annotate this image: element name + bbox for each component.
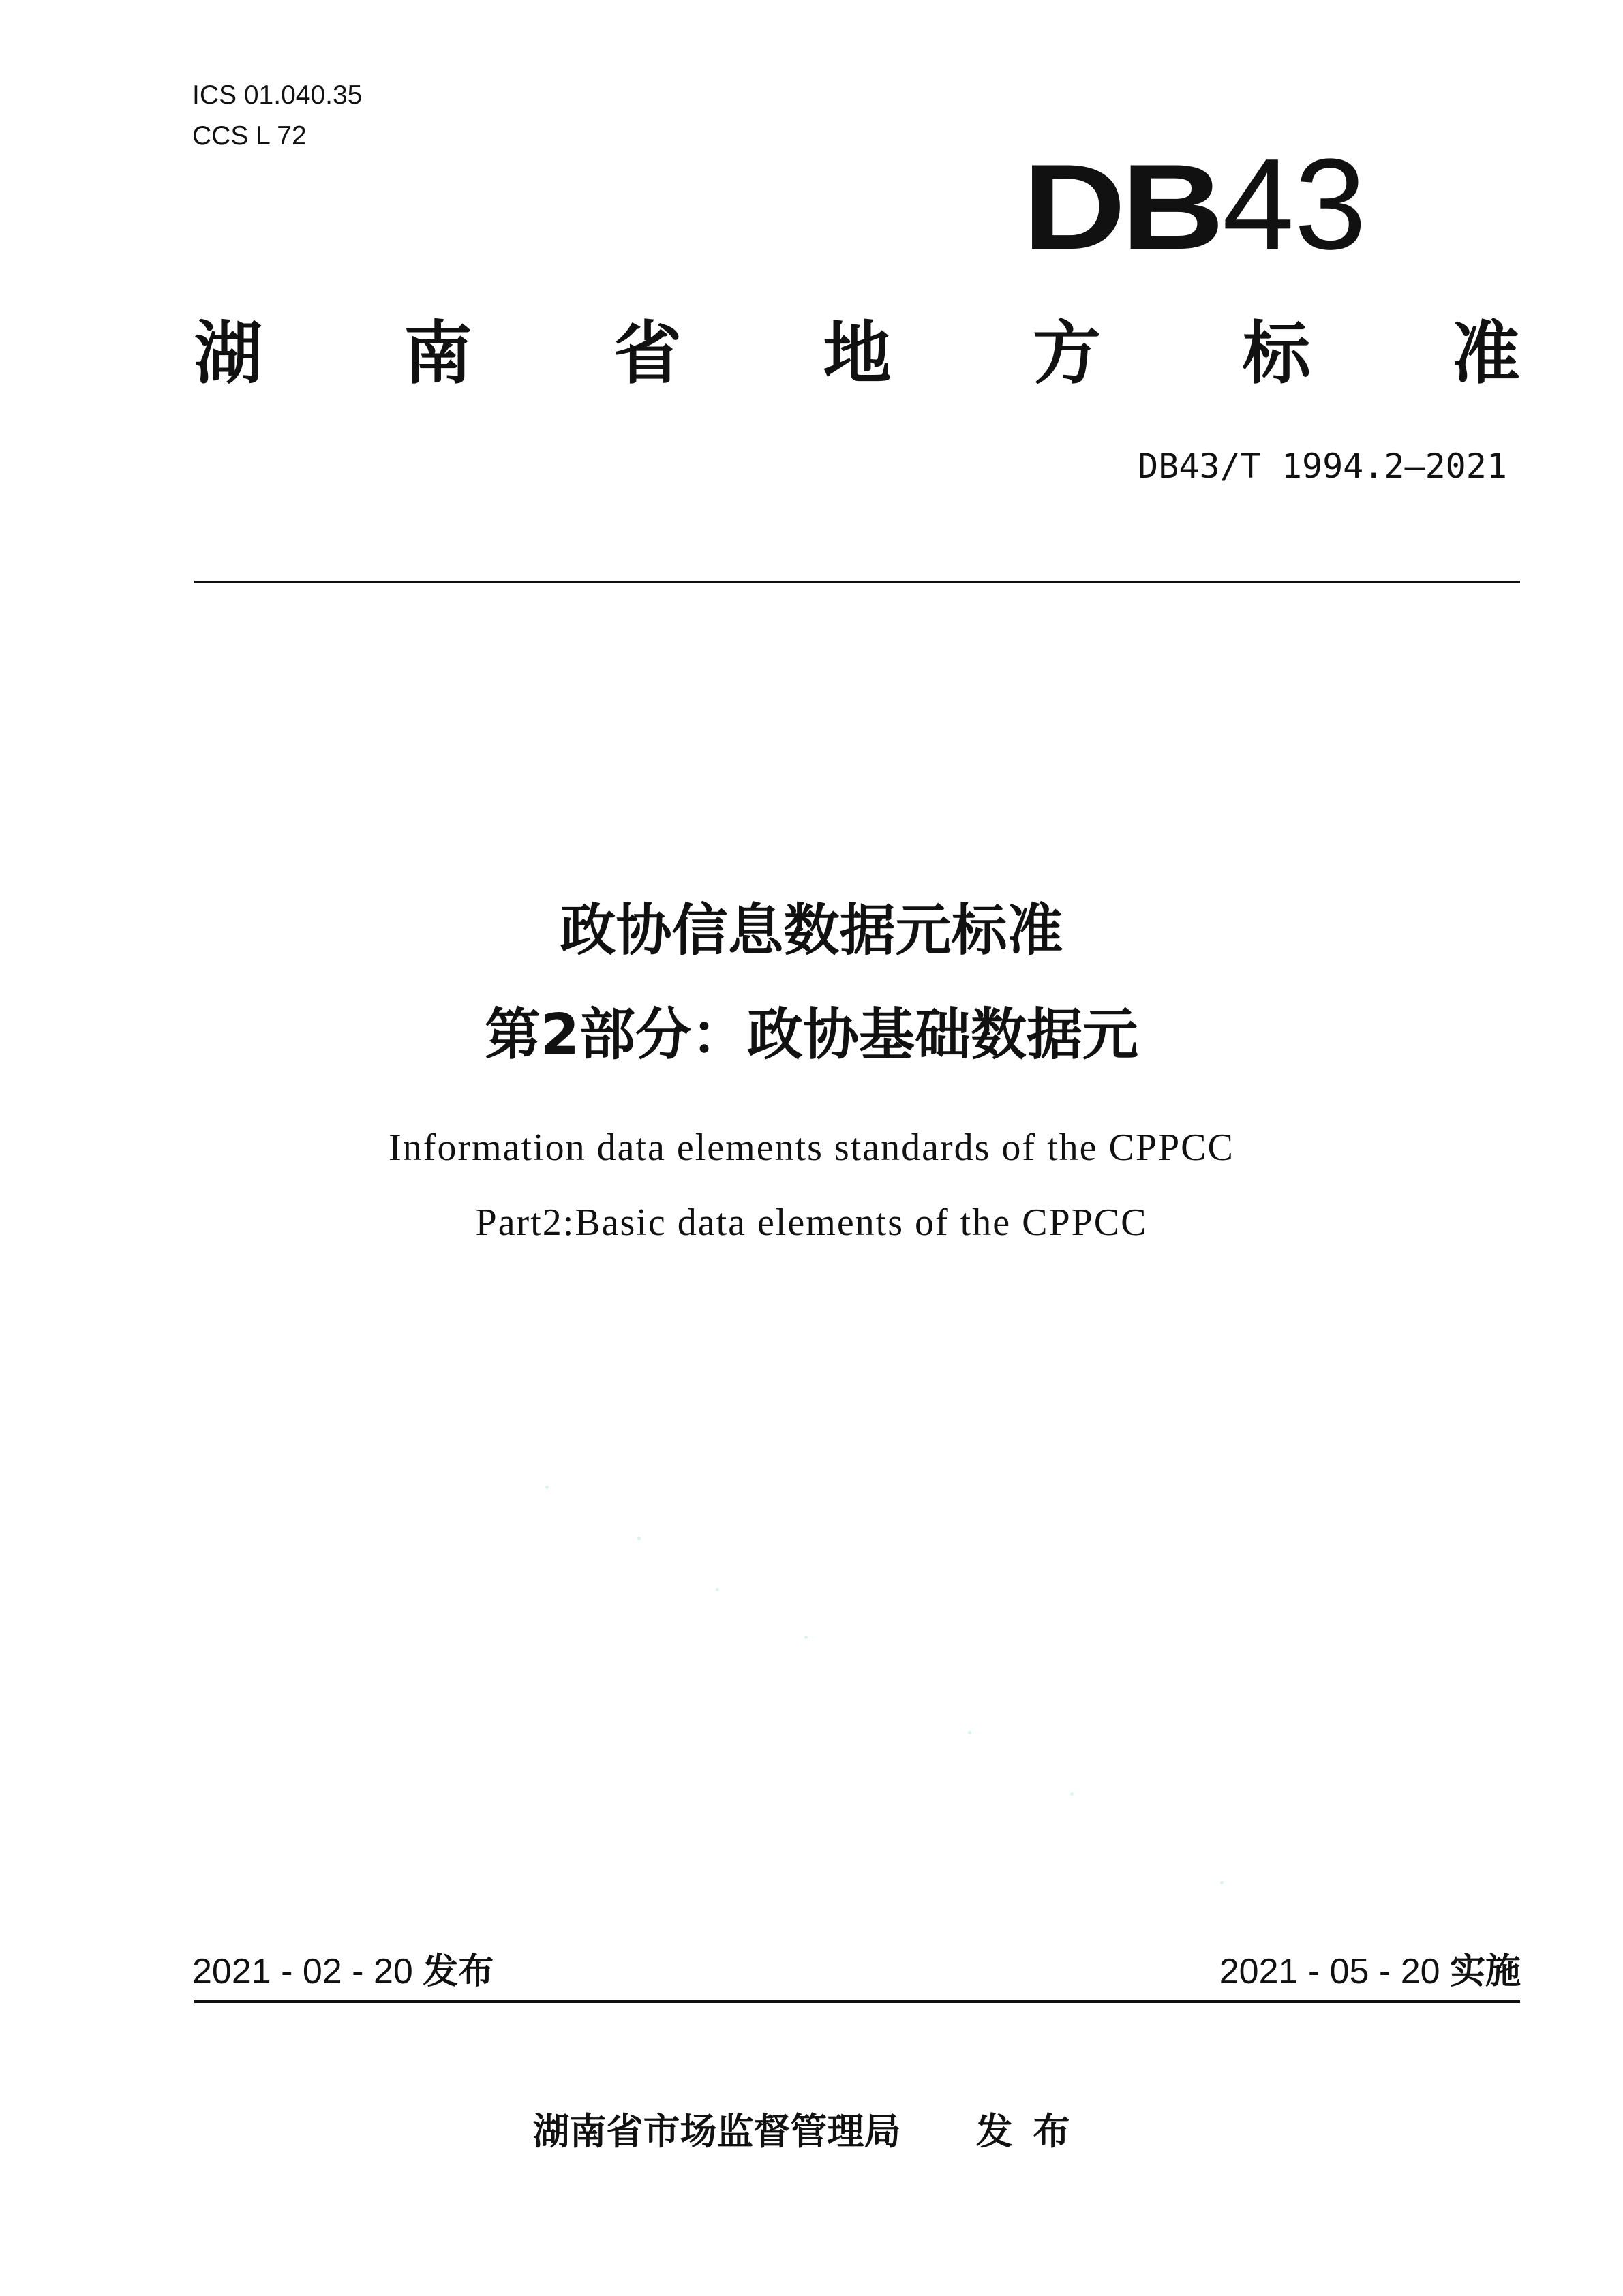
logo-code: 43 [1222,132,1367,277]
scan-fleck [1070,1792,1074,1796]
publisher-action: 发布 [975,2110,1091,2153]
province-title-char: 标 [1242,313,1311,393]
ccs-code: CCS L 72 [192,121,307,151]
province-title-char: 方 [1033,313,1101,393]
implement-date-value: 2021 - 05 - 20 [1219,1952,1440,1991]
province-title-char: 准 [1452,313,1520,393]
title-chinese-line1: 政协信息数据元标准 [560,898,1063,963]
scan-fleck [1220,1881,1224,1884]
title-chinese-line2: 第2部分：政协基础数据元 [484,1002,1139,1067]
title-english-line1: Information data elements standards of the CPPCC [389,1127,1234,1169]
implement-label: 实施 [1449,1951,1521,1992]
implement-date [1219,1942,1521,1993]
db43-logo [1022,132,1367,277]
province-standard-title [194,300,1520,395]
province-title-char: 省 [613,313,682,393]
province-title-char: 南 [404,313,472,393]
publisher-name: 湖南省市场监督管理局 [532,2110,901,2153]
bottom-divider [194,2000,1520,2003]
logo-prefix: DB [1022,139,1220,275]
issue-label: 发布 [423,1951,494,1992]
title-english-line2: Part2:Basic data elements of the CPPCC [475,1201,1148,1244]
top-divider [194,581,1520,583]
ics-code: ICS 01.040.35 [192,80,363,110]
scan-fleck [804,1636,808,1639]
issue-date-value: 2021 - 02 - 20 [192,1952,413,1991]
classification-codes [192,75,362,157]
province-title-char: 湖 [194,313,262,393]
province-title-char: 地 [823,313,892,393]
issue-date [192,1942,494,1993]
scan-fleck [545,1486,549,1489]
publisher [0,2102,1623,2155]
scan-fleck [637,1537,641,1540]
scan-fleck [716,1588,719,1591]
standard-number: DB43/T 1994.2—2021 [1138,446,1507,486]
scan-fleck [968,1731,971,1734]
